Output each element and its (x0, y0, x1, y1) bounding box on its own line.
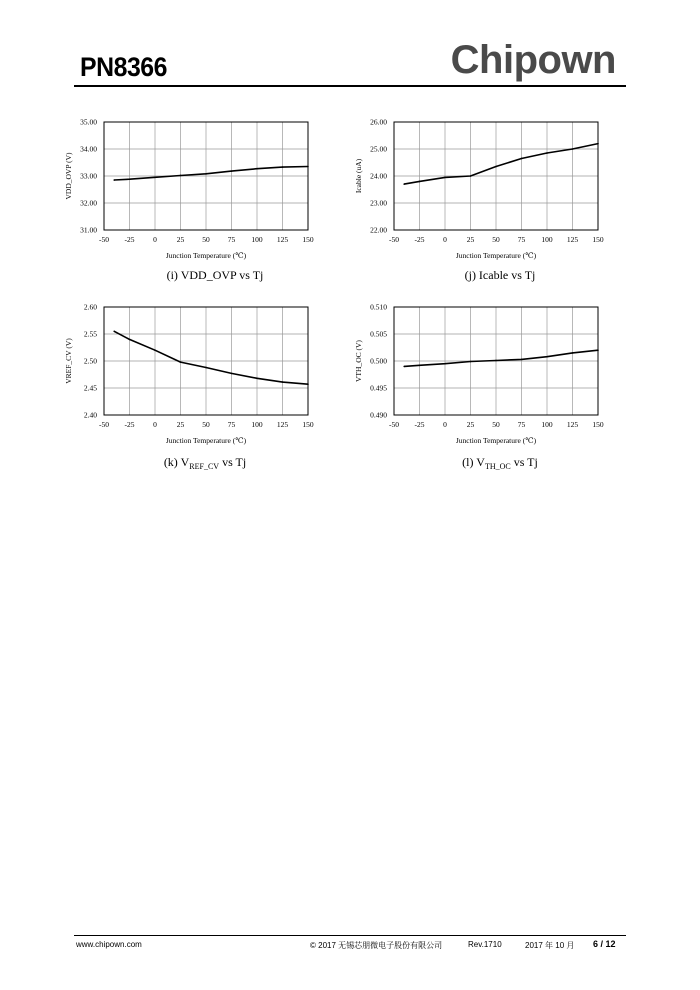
caption-text: (j) Icable vs Tj (464, 268, 536, 282)
caption-text: (i) VDD_OVP vs Tj (166, 268, 264, 282)
x-tick-label: -25 (414, 420, 425, 429)
y-tick-label: 34.00 (80, 144, 97, 154)
data-point (180, 175, 182, 177)
caption-subscript: TH_OC (484, 462, 511, 471)
y-tick-label: 24.00 (370, 171, 387, 181)
chart-vth-oc (352, 293, 602, 473)
x-axis-label: Junction Temperature (℃) (165, 251, 247, 260)
series-line (114, 167, 308, 181)
data-point (572, 148, 574, 150)
x-tick-label: 150 (592, 235, 604, 244)
x-tick-label: 150 (592, 420, 604, 429)
data-point (307, 383, 309, 385)
y-tick-label: 0.500 (370, 356, 387, 366)
y-tick-label: 2.55 (83, 329, 97, 339)
data-point (470, 175, 472, 177)
caption-icable (375, 268, 625, 283)
x-tick-label: 125 (276, 420, 289, 429)
data-point (231, 170, 233, 172)
series-line (114, 331, 308, 384)
x-tick-label: 100 (251, 235, 263, 244)
caption-text: (l) V (462, 455, 485, 469)
x-tick-label: 75 (227, 420, 236, 429)
data-point (403, 183, 405, 185)
x-tick-label: 0 (153, 420, 157, 429)
x-tick-label: 0 (153, 235, 157, 244)
caption-vref-cv (80, 455, 330, 471)
y-tick-label: 25.00 (370, 144, 387, 154)
data-point (419, 365, 421, 367)
x-tick-label: 100 (541, 235, 553, 244)
footer-copyright: © 2017 无锡芯朋微电子股份有限公司 (310, 941, 443, 950)
y-tick-label: 23.00 (370, 198, 387, 208)
y-tick-label: 26.00 (370, 117, 387, 127)
data-point (597, 143, 599, 145)
footer-date: 2017 年 10 月 (525, 941, 575, 950)
y-axis-label: VREF_CV (V) (64, 338, 73, 384)
footer-divider (74, 935, 626, 936)
data-point (470, 361, 472, 363)
x-tick-label: 75 (227, 235, 236, 244)
y-tick-label: 2.50 (83, 356, 97, 366)
y-tick-label: 2.60 (83, 302, 97, 312)
y-tick-label: 35.00 (80, 117, 97, 127)
page-number: 6 / 12 (593, 939, 616, 949)
caption-tail: vs Tj (219, 455, 247, 469)
data-point (113, 331, 115, 333)
y-tick-label: 0.495 (370, 383, 387, 393)
x-tick-label: 125 (566, 420, 579, 429)
data-point (282, 381, 284, 383)
chart-svg (62, 108, 312, 288)
x-tick-label: 50 (202, 420, 210, 429)
data-point (205, 367, 207, 369)
data-point (307, 166, 309, 168)
caption-subscript: REF_CV (189, 462, 220, 471)
x-tick-label: 25 (466, 235, 475, 244)
x-tick-label: 50 (202, 235, 210, 244)
brand-logo: Chipown (450, 38, 616, 82)
chart-svg (352, 108, 602, 288)
x-tick-label: 150 (302, 420, 314, 429)
data-point (256, 168, 258, 170)
data-point (403, 366, 405, 368)
x-tick-label: 75 (517, 420, 526, 429)
data-point (597, 349, 599, 351)
x-tick-label: 25 (466, 420, 475, 429)
series-line (404, 144, 598, 185)
x-axis-label: Junction Temperature (℃) (165, 436, 247, 445)
caption-vth-oc (375, 455, 625, 471)
data-point (129, 339, 131, 341)
data-point (444, 177, 446, 179)
x-tick-label: -25 (414, 235, 425, 244)
y-tick-label: 2.45 (83, 383, 97, 393)
data-point (444, 363, 446, 365)
x-tick-label: 125 (566, 235, 579, 244)
data-point (282, 166, 284, 168)
y-tick-label: 0.510 (370, 302, 387, 312)
data-point (231, 373, 233, 375)
y-tick-label: 31.00 (80, 225, 97, 235)
chart-svg (352, 293, 602, 473)
data-point (572, 352, 574, 354)
data-point (256, 377, 258, 379)
y-axis-label: Icable (uA) (354, 158, 363, 194)
header-divider (74, 85, 626, 87)
data-point (180, 361, 182, 363)
x-tick-label: 150 (302, 235, 314, 244)
chart-vdd-ovp (62, 108, 312, 288)
x-tick-label: 50 (492, 420, 500, 429)
x-axis-label: Junction Temperature (℃) (455, 251, 537, 260)
x-tick-label: -25 (124, 235, 135, 244)
data-point (521, 158, 523, 160)
y-tick-label: 0.505 (370, 329, 387, 339)
part-number: PN8366 (80, 52, 168, 82)
caption-text: (k) V (163, 455, 190, 469)
data-point (205, 173, 207, 175)
caption-vdd-ovp (90, 268, 340, 283)
x-tick-label: 25 (176, 235, 185, 244)
data-point (113, 179, 115, 181)
data-point (495, 360, 497, 362)
x-tick-label: 0 (443, 420, 447, 429)
x-tick-label: 75 (517, 235, 526, 244)
data-point (129, 178, 131, 180)
data-point (419, 181, 421, 183)
x-tick-label: -50 (99, 420, 109, 429)
y-axis-label: VDD_OVP (V) (64, 152, 73, 200)
y-tick-label: 2.40 (83, 410, 97, 420)
data-point (521, 359, 523, 361)
x-tick-label: -25 (124, 420, 135, 429)
data-point (546, 152, 548, 154)
y-tick-label: 0.490 (370, 410, 387, 420)
y-tick-label: 32.00 (80, 198, 97, 208)
x-tick-label: 100 (541, 420, 553, 429)
x-tick-label: -50 (389, 420, 399, 429)
x-tick-label: 25 (176, 420, 185, 429)
x-tick-label: -50 (389, 235, 399, 244)
caption-tail: vs Tj (510, 455, 538, 469)
page-header (74, 38, 626, 88)
x-axis-label: Junction Temperature (℃) (455, 436, 537, 445)
x-tick-label: 50 (492, 235, 500, 244)
x-tick-label: 125 (276, 235, 289, 244)
x-tick-label: 0 (443, 235, 447, 244)
footer-revision: Rev.1710 (468, 940, 502, 949)
data-point (154, 177, 156, 179)
y-tick-label: 33.00 (80, 171, 97, 181)
chart-icable (352, 108, 602, 288)
x-tick-label: -50 (99, 235, 109, 244)
y-tick-label: 22.00 (370, 225, 387, 235)
data-point (546, 356, 548, 358)
y-axis-label: VTH_OC (V) (354, 340, 363, 382)
x-tick-label: 100 (251, 420, 263, 429)
data-point (154, 349, 156, 351)
series-line (404, 350, 598, 366)
footer-website[interactable]: www.chipown.com (76, 940, 142, 949)
data-point (495, 166, 497, 168)
chart-svg (62, 293, 312, 473)
chart-vref-cv (62, 293, 312, 473)
